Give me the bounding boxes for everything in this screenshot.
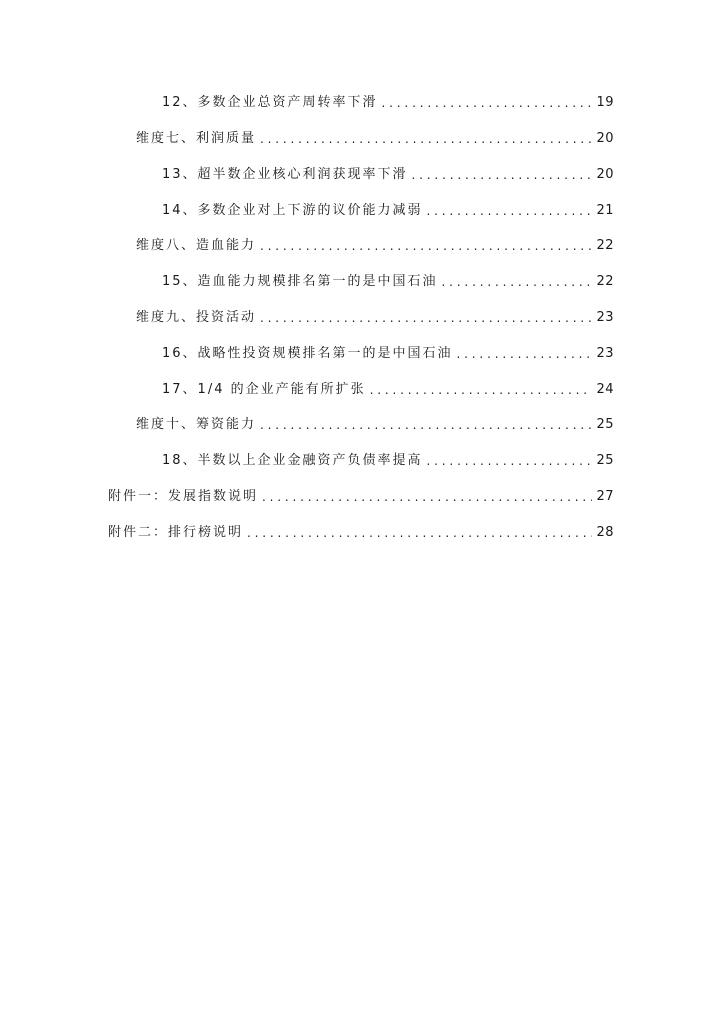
- toc-entry-page: 28: [596, 525, 614, 540]
- toc-entry-title: 维度七、利润质量: [136, 131, 257, 146]
- toc-entry[interactable]: [136, 126, 614, 148]
- dot-leader: [260, 309, 592, 327]
- dot-leader: [247, 524, 592, 542]
- dot-leader: [457, 345, 593, 363]
- toc-entry[interactable]: [136, 305, 614, 327]
- toc-entry[interactable]: [136, 412, 614, 434]
- dot-leader: [260, 130, 592, 148]
- dot-leader: [412, 166, 593, 184]
- toc-entry-title: 17、1/4 的企业产能有所扩张: [162, 382, 366, 397]
- toc-entry-title: 12、多数企业总资产周转率下滑: [162, 95, 378, 110]
- toc-entry-title: 附件一：发展指数说明: [108, 489, 259, 504]
- toc-entry-title: 16、战略性投资规模排名第一的是中国石油: [162, 346, 453, 361]
- toc-entry-title: 15、造血能力规模排名第一的是中国石油: [162, 274, 438, 289]
- toc-entry-page: 19: [596, 95, 614, 110]
- toc-entry[interactable]: [136, 233, 614, 255]
- dot-leader: [442, 273, 593, 291]
- toc-entry-title: 维度十、筹资能力: [136, 417, 257, 432]
- toc-entry-page: 22: [596, 274, 614, 289]
- toc-entry[interactable]: [162, 448, 614, 470]
- toc-entry-title: 附件二：排行榜说明: [108, 525, 244, 540]
- toc-entry-page: 20: [596, 167, 614, 182]
- toc-entry[interactable]: [108, 484, 614, 506]
- toc-entry-title: 维度八、造血能力: [136, 238, 257, 253]
- toc-entry[interactable]: [162, 377, 614, 399]
- dot-leader: [382, 94, 593, 112]
- toc-entry[interactable]: [108, 520, 614, 542]
- toc-entry[interactable]: [162, 162, 614, 184]
- toc-entry-title: 14、多数企业对上下游的议价能力减弱: [162, 203, 423, 218]
- toc-entry-page: 21: [596, 203, 614, 218]
- dot-leader: [427, 452, 593, 470]
- toc-entry-page: 27: [596, 489, 614, 504]
- toc-entry[interactable]: [162, 269, 614, 291]
- dot-leader: [427, 202, 593, 220]
- toc-entry-page: 25: [596, 417, 614, 432]
- dot-leader: [262, 488, 592, 506]
- toc-entry-page: 25: [596, 453, 614, 468]
- toc-entry-page: 22: [596, 238, 614, 253]
- toc-entry[interactable]: [162, 90, 614, 112]
- toc-entry-title: 18、半数以上企业金融资产负债率提高: [162, 453, 423, 468]
- toc-entry[interactable]: [162, 341, 614, 363]
- toc-entry[interactable]: [162, 198, 614, 220]
- toc-entry-page: 20: [596, 131, 614, 146]
- dot-leader: [260, 237, 592, 255]
- toc-entry-title: 维度九、投资活动: [136, 310, 257, 325]
- toc-entry-title: 13、超半数企业核心利润获现率下滑: [162, 167, 408, 182]
- toc-entry-page: 24: [596, 382, 614, 397]
- toc-entry-page: 23: [596, 310, 614, 325]
- dot-leader: [260, 416, 592, 434]
- dot-leader: [370, 381, 593, 399]
- toc-entry-page: 23: [596, 346, 614, 361]
